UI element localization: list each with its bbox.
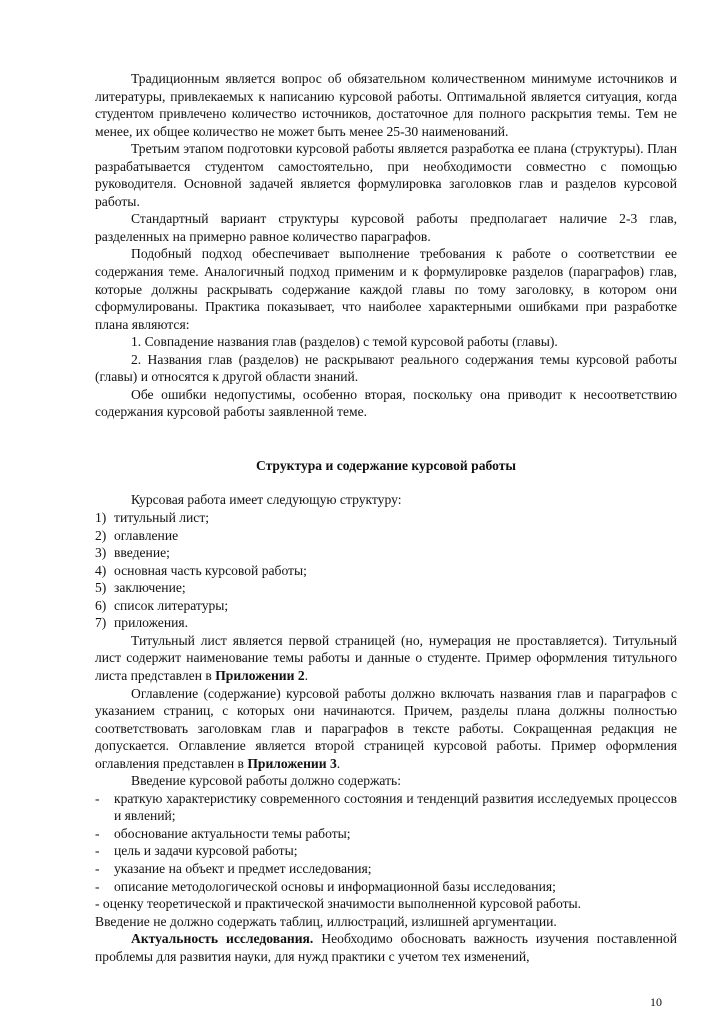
list-item [95, 597, 677, 615]
list-text: описание методологической основы и информационной базы исследования; [114, 878, 556, 894]
list-item [95, 860, 677, 878]
errors-list-item: 1. Совпадение названия глав (разделов) с темой курсовой работы (главы). [131, 334, 558, 350]
list-text: обоснование актуальности темы работы; [114, 825, 351, 841]
paragraph-introduction: Введение курсовой работы должно содержать: [131, 773, 402, 789]
paragraph-approach: Подобный подход обеспечивает выполнение требования к работе о соответствии ее содержания теме. Аналогичный подход применим и к формулировке разделов (параграфов) глав, которые должны раскрывать содержание каждой главы по тому заголовку, в котором они сформулированы. Практика показывает, что наиболее характерными ошибками при разработке плана являются: [95, 246, 677, 332]
paragraph-end: . [304, 667, 309, 683]
errors-list-item: 2. Названия глав (разделов) не раскрывают реального содержания темы курсовой работы (главы) и относятся к другой области знаний. [95, 351, 677, 385]
list-text: заключение; [114, 580, 186, 596]
introduction-list-last: - оценку теоретической и практической значимости выполненной курсовой работы. [95, 896, 582, 912]
list-bullet: - [95, 825, 100, 841]
list-bullet: - [95, 843, 100, 859]
paragraph-toc [95, 685, 677, 773]
structure-list [95, 509, 677, 632]
paragraph-text: Оглавление (содержание) курсовой работы должно включать названия глав и параграфов с указанием страниц, с которых они начинаются. Причем, разделы плана должны полностью соответствовать заголовкам глав и параграфов в тексте работы. Сокращенная редакция не допускается. Оглавление является второй страницей курсовой работы. Пример оформления оглавления представлен в [95, 685, 677, 771]
paragraph-plan: Третьим этапом подготовки курсовой работы является разработка ее плана (структуры). План разрабатывается студентом самостоятельно, при необходимости совместно с помощью руководителя. Основной задачей является формулировка заголовков глав и разделов курсовой работы. [95, 141, 677, 209]
paragraph-standard-structure: Стандартный вариант структуры курсовой работы предполагает наличие 2-3 глав, разделенных на примерно равное количество параграфов. [95, 211, 677, 244]
list-item [95, 544, 677, 562]
list-number: 5) [95, 580, 107, 596]
page-number: 10 [650, 995, 662, 1009]
paragraph-title-page [95, 632, 677, 685]
list-item [95, 527, 677, 545]
paragraph-no-tables: Введение не должно содержать таблиц, иллюстраций, излишней аргументации. [95, 913, 557, 929]
list-number: 1) [95, 510, 107, 526]
list-bullet: - [95, 860, 100, 876]
list-number: 3) [95, 545, 107, 561]
list-number: 2) [95, 527, 107, 543]
list-text: введение; [114, 545, 170, 561]
list-text: краткую характеристику современного состояния и тенденций развития исследуемых процессов и явлений; [114, 790, 677, 824]
list-text: титульный лист; [114, 510, 210, 526]
list-text: список литературы; [114, 597, 229, 613]
list-item [95, 579, 677, 597]
list-number: 4) [95, 562, 107, 578]
list-item [95, 825, 677, 843]
list-item [95, 790, 677, 825]
structure-intro: Курсовая работа имеет следующую структуру: [131, 492, 402, 508]
relevance-heading: Актуальность исследования. [131, 931, 314, 947]
list-item [95, 509, 677, 527]
paragraph-relevance [95, 930, 677, 965]
appendix-reference: Приложении 3 [247, 755, 337, 771]
list-bullet: - [95, 790, 100, 806]
list-text: указание на объект и предмет исследования; [114, 860, 372, 876]
paragraph-sources: Традиционным является вопрос об обязательном количественном минимуме источников и литературы, привлекаемых к написанию курсовой работы. Оптимальной является ситуация, когда студентом привлечено количество источников, достаточное для полного раскрытия темы. Тем не менее, их общее количество не может быть менее 25-30 наименований. [95, 71, 677, 139]
paragraph-end: . [336, 755, 341, 771]
list-text: оглавление [114, 527, 179, 543]
list-text: цель и задачи курсовой работы; [114, 843, 298, 859]
list-bullet: - [95, 878, 100, 894]
introduction-list [95, 790, 677, 895]
paragraph-text: Титульный лист является первой страницей (но, нумерация не проставляется). Титульный лист содержит наименование темы работы и данные о студенте. Пример оформления титульного листа представлен в [95, 632, 677, 683]
list-text: основная часть курсовой работы; [114, 562, 307, 578]
list-text: приложения. [114, 615, 189, 631]
list-number: 7) [95, 615, 107, 631]
document-page [95, 70, 677, 965]
list-item [95, 562, 677, 580]
list-item [95, 842, 677, 860]
list-item [95, 614, 677, 632]
list-item [95, 878, 677, 896]
section-heading: Структура и содержание курсовой работы [255, 457, 517, 473]
paragraph-text: Необходимо обосновать важность изучения поставленной проблемы для развития науки, для нужд практики с учетом тех изменений, [95, 931, 677, 964]
paragraph-errors-conclusion: Обе ошибки недопустимы, особенно вторая, поскольку она приводит к несоответствию содержания курсовой работы заявленной теме. [95, 386, 677, 420]
list-number: 6) [95, 597, 107, 613]
appendix-reference: Приложении 2 [215, 667, 305, 683]
